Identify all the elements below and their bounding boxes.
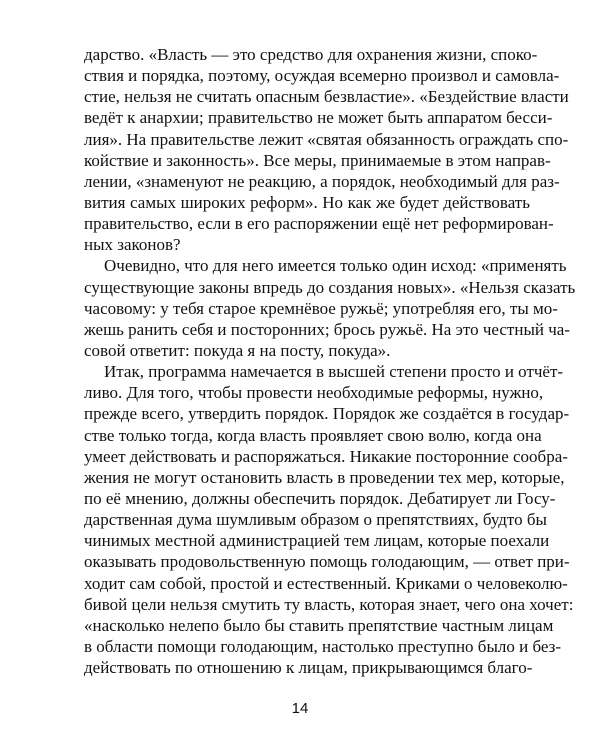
text-line: жения не могут остановить власть в проведении тех мер, которые, xyxy=(84,467,565,487)
text-line: ных законов? xyxy=(84,235,181,255)
text-line: стве только тогда, когда власть проявляет свою волю, когда она xyxy=(84,425,542,445)
text-line: умеет действовать и распоряжаться. Никакие посторонние сообра- xyxy=(84,446,568,466)
text-line: оказывать продовольственную помощь голодающим, — ответ при- xyxy=(84,552,570,572)
text-line: стие, нельзя не считать опасным безвластие». «Бездействие власти xyxy=(84,87,569,107)
text-line: совой ответит: покуда я на посту, покуда». xyxy=(84,340,391,360)
text-line: Итак, программа намечается в высшей степени просто и отчёт- xyxy=(104,362,564,382)
text-line: ведёт к анархии; правительство не может быть аппаратом бесси- xyxy=(84,108,553,128)
text-line: «насколько нелепо было бы ставить препятствие частным лицам xyxy=(84,615,554,635)
text-line: по её мнению, должны обеспечить порядок. Дебатирует ли Госу- xyxy=(84,488,556,508)
text-line: жешь ранить себя и посторонних; брось ружьё. На это честный ча- xyxy=(84,319,570,339)
text-line: ливо. Для того, чтобы провести необходимые реформы, нужно, xyxy=(84,383,544,403)
text-line: часовому: у тебя старое кремнёвое ружьё; употребляя его, ты мо- xyxy=(84,298,558,318)
text-line: вития самых широких реформ». Но как же будет действовать xyxy=(84,192,530,212)
text-line: чинимых местной администрацией тем лицам, которые поехали xyxy=(84,531,550,551)
text-line: лении, «знаменуют не реакцию, а порядок, необходимый для раз- xyxy=(84,171,560,191)
page-number: 14 xyxy=(291,700,309,717)
text-line: действовать по отношению к лицам, прикрывающимся благо- xyxy=(84,658,533,678)
text-line: существующие законы впредь до создания новых». «Нельзя сказать xyxy=(84,277,576,297)
text-line: дарство. «Власть — это средство для охранения жизни, споко- xyxy=(84,45,538,64)
text-line: ствия и порядка, поэтому, осуждая всемерно произвол и самовла- xyxy=(84,66,560,86)
text-line: койствие и законность». Все меры, принимаемые в этом направ- xyxy=(84,150,551,170)
text-line: ходит сам собой, простой и естественный. Криками о человеколю- xyxy=(84,573,568,593)
text-line: прежде всего, утвердить порядок. Порядок же создаётся в государ- xyxy=(84,404,570,424)
body-text xyxy=(84,44,576,678)
text-line: в области помощи голодающим, настолько преступно было и без- xyxy=(84,636,562,656)
text-line: бивой цели нельзя смутить ту власть, которая знает, чего она хочет: xyxy=(84,594,574,614)
text-line: правительство, если в его распоряжении ещё нет реформирован- xyxy=(84,214,554,234)
text-line: дарственная дума шумливым образом о препятствиях, будто бы xyxy=(84,510,547,530)
text-line: лия». На правительстве лежит «святая обязанность ограждать спо- xyxy=(84,129,569,149)
text-line: Очевидно, что для него имеется только один исход: «применять xyxy=(104,256,567,276)
